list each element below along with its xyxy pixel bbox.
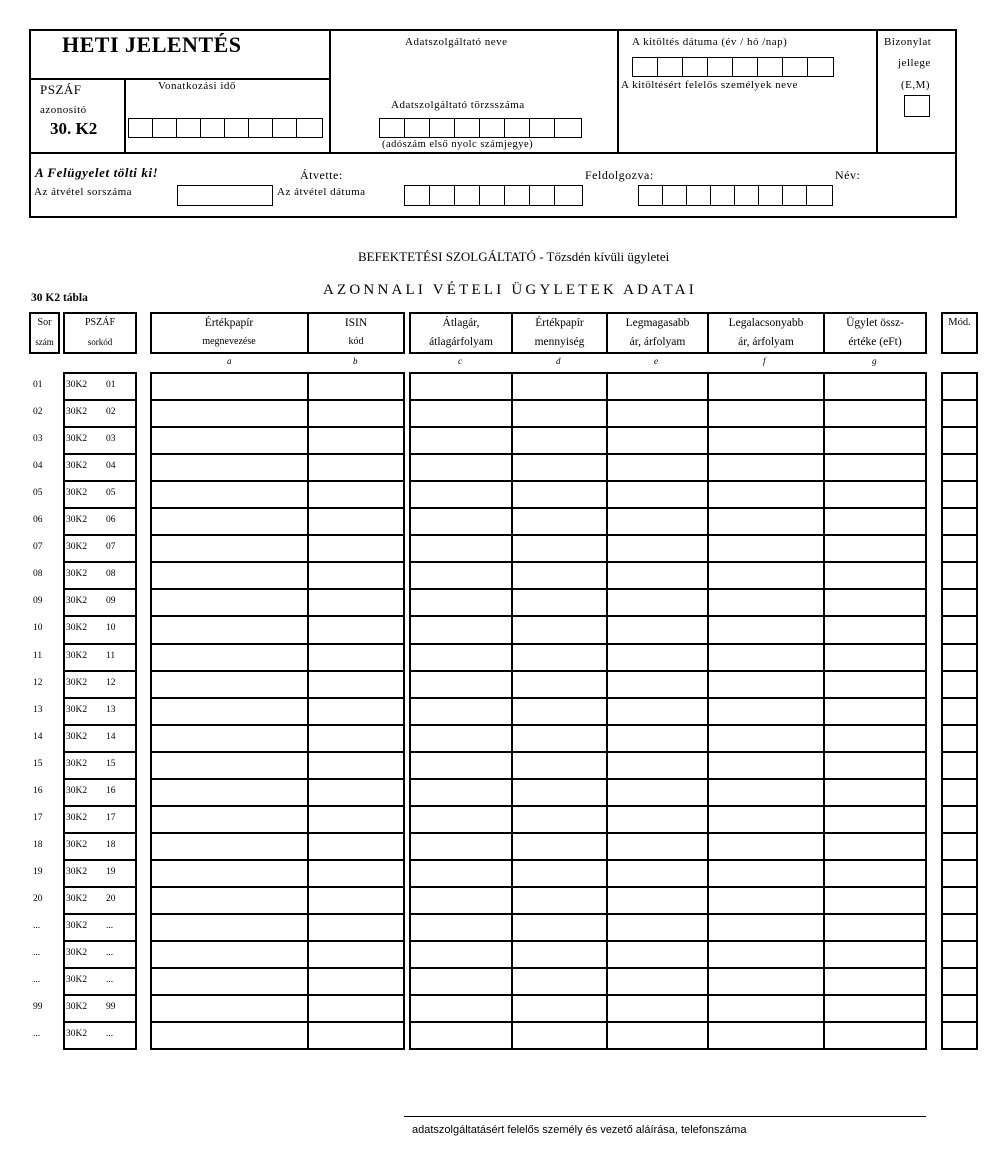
table-label: 30 K2 tábla [31, 292, 88, 304]
row-number: ... [33, 1029, 41, 1039]
supervision-title: A Felügyelet tölti ki! [35, 165, 159, 180]
row-code: 30K2 [66, 515, 88, 525]
row-divider [409, 778, 927, 780]
row-divider [941, 994, 978, 996]
row-divider [409, 1021, 927, 1023]
header-b-line1: ISIN [344, 317, 368, 329]
row-divider [63, 615, 137, 617]
row-subcode: ... [106, 1029, 114, 1039]
row-divider [150, 453, 405, 455]
provider-reg-field[interactable] [379, 118, 582, 138]
divider [617, 29, 619, 153]
row-subcode: 99 [106, 1002, 116, 1012]
row-divider [63, 859, 137, 861]
row-divider [63, 832, 137, 834]
column-letter: c [458, 356, 462, 366]
row-code: 30K2 [66, 1029, 88, 1039]
header-b-line2: kód [348, 336, 364, 347]
row-divider [150, 886, 405, 888]
row-divider [409, 561, 927, 563]
row-number: 06 [33, 515, 43, 525]
row-subcode: 13 [106, 705, 116, 715]
row-code: 30K2 [66, 921, 88, 931]
row-subcode: 08 [106, 569, 116, 579]
row-divider [409, 805, 927, 807]
row-divider [409, 913, 927, 915]
row-divider [150, 534, 405, 536]
received-label: Átvette: [300, 168, 343, 182]
row-number: 11 [33, 651, 43, 661]
row-code: 30K2 [66, 948, 88, 958]
row-code: 30K2 [66, 867, 88, 877]
row-subcode: 18 [106, 840, 116, 850]
row-divider [150, 751, 405, 753]
row-divider [409, 399, 927, 401]
row-divider [409, 615, 927, 617]
responsible-label: A kitöltésért felelős személyek neve [621, 79, 798, 91]
row-code: 30K2 [66, 407, 88, 417]
row-divider [150, 670, 405, 672]
header-g-line1: Ügylet össz- [846, 317, 904, 329]
section-subtitle: BEFEKTETÉSI SZOLGÁLTATÓ - Tőzsdén kívüli ügyletei [358, 249, 670, 264]
row-number: 04 [33, 461, 43, 471]
provider-reg-label: Adatszolgáltató törzsszáma [391, 99, 525, 111]
doc-type-label-2: jellege [898, 57, 931, 69]
column-letter: d [556, 356, 561, 366]
header-c-line2: átlagárfolyam [429, 336, 493, 348]
header-pszaf-line1: PSZÁF [84, 317, 115, 328]
row-code: 30K2 [66, 759, 88, 769]
row-divider [409, 724, 927, 726]
row-divider [150, 913, 405, 915]
row-divider [941, 426, 978, 428]
header-sor-line1: Sor [37, 317, 52, 328]
row-divider [941, 886, 978, 888]
row-number: ... [33, 948, 41, 958]
row-divider [941, 913, 978, 915]
divider [124, 78, 126, 153]
row-divider [409, 967, 927, 969]
row-divider [941, 967, 978, 969]
row-code: 30K2 [66, 840, 88, 850]
row-divider [150, 832, 405, 834]
row-code: 30K2 [66, 813, 88, 823]
serial-field[interactable] [177, 185, 273, 206]
row-subcode: 19 [106, 867, 116, 877]
vonatkozasi-ido-label: Vonatkozási idő [158, 80, 236, 92]
row-divider [941, 805, 978, 807]
row-subcode: 15 [106, 759, 116, 769]
row-number: 16 [33, 786, 43, 796]
row-divider [409, 994, 927, 996]
row-divider [409, 480, 927, 482]
row-number: 15 [33, 759, 43, 769]
row-code: 30K2 [66, 1002, 88, 1012]
row-divider [63, 534, 137, 536]
row-number: 05 [33, 488, 43, 498]
column-letter: e [654, 356, 658, 366]
provider-name-label: Adatszolgáltató neve [405, 36, 508, 48]
header-e-line1: Legmagasabb [625, 317, 690, 329]
row-code: 30K2 [66, 732, 88, 742]
row-divider [63, 399, 137, 401]
row-divider [63, 561, 137, 563]
row-subcode: 11 [106, 651, 116, 661]
row-divider [409, 940, 927, 942]
column-letter: b [353, 356, 358, 366]
row-subcode: 10 [106, 623, 116, 633]
row-subcode: 20 [106, 894, 116, 904]
row-divider [63, 778, 137, 780]
divider [329, 29, 331, 153]
row-code: 30K2 [66, 623, 88, 633]
row-divider [63, 940, 137, 942]
doc-type-label-3: (E,M) [901, 79, 931, 91]
data-columns-cg [409, 372, 927, 1050]
row-divider [63, 805, 137, 807]
azonosito-label: azonosító [40, 104, 87, 116]
row-divider [941, 724, 978, 726]
row-divider [941, 561, 978, 563]
row-divider [941, 453, 978, 455]
data-columns-ab [150, 372, 405, 1050]
row-divider [941, 615, 978, 617]
row-divider [150, 561, 405, 563]
row-divider [150, 724, 405, 726]
row-subcode: ... [106, 948, 114, 958]
form-code: 30. K2 [50, 119, 98, 138]
row-subcode: 01 [106, 380, 116, 390]
row-divider [409, 751, 927, 753]
row-divider [150, 778, 405, 780]
row-divider [150, 859, 405, 861]
row-code: 30K2 [66, 786, 88, 796]
row-divider [150, 507, 405, 509]
column-divider [606, 372, 608, 1050]
receipt-date-field[interactable] [404, 185, 583, 206]
column-divider [511, 372, 513, 1050]
header-mod-label: Mód. [948, 317, 971, 328]
doc-type-label-1: Bizonylat [884, 36, 932, 48]
row-divider [409, 588, 927, 590]
row-divider [63, 967, 137, 969]
row-divider [941, 778, 978, 780]
row-number: 08 [33, 569, 43, 579]
header-d-line2: mennyiség [534, 336, 585, 348]
row-divider [409, 886, 927, 888]
row-divider [941, 399, 978, 401]
row-divider [941, 697, 978, 699]
row-divider [941, 588, 978, 590]
row-subcode: 06 [106, 515, 116, 525]
row-divider [150, 643, 405, 645]
header-g-line2: értéke (eFt) [848, 336, 902, 348]
row-divider [409, 507, 927, 509]
row-code: 30K2 [66, 705, 88, 715]
row-divider [150, 1021, 405, 1023]
divider [29, 152, 957, 154]
row-divider [409, 453, 927, 455]
header-f-line2: ár, árfolyam [738, 336, 794, 348]
row-divider [63, 913, 137, 915]
row-divider [409, 832, 927, 834]
header-a-line1: Értékpapír [204, 317, 254, 329]
row-divider [941, 751, 978, 753]
name-label: Név: [835, 168, 861, 182]
column-divider [707, 372, 709, 1050]
divider [876, 29, 878, 153]
row-subcode: 07 [106, 542, 116, 552]
column-letter: a [227, 356, 232, 366]
header-sor-line2: szám [35, 337, 54, 347]
header-pszaf-line2: sorkód [87, 337, 113, 347]
row-number: ... [33, 975, 41, 985]
row-divider [941, 859, 978, 861]
row-divider [409, 534, 927, 536]
row-divider [63, 507, 137, 509]
row-number: 20 [33, 894, 43, 904]
row-divider [941, 643, 978, 645]
row-subcode: 04 [106, 461, 116, 471]
row-number: 18 [33, 840, 43, 850]
header-d-line1: Értékpapír [535, 317, 584, 329]
row-divider [150, 967, 405, 969]
row-number: 12 [33, 678, 43, 688]
row-code: 30K2 [66, 678, 88, 688]
mod-column [941, 372, 978, 1050]
row-divider [409, 859, 927, 861]
row-subcode: 17 [106, 813, 116, 823]
row-code: 30K2 [66, 651, 88, 661]
row-divider [150, 426, 405, 428]
row-divider [150, 615, 405, 617]
processed-label: Feldolgozva: [585, 168, 654, 182]
fill-date-label: A kitöltés dátuma (év / hó /nap) [632, 36, 788, 48]
row-divider [150, 697, 405, 699]
column-divider [823, 372, 825, 1050]
row-divider [941, 534, 978, 536]
signature-label: adatszolgáltatásért felelős személy és vezető aláírása, telefonszáma [412, 1124, 747, 1136]
row-divider [63, 724, 137, 726]
row-code: 30K2 [66, 569, 88, 579]
row-number: 19 [33, 867, 43, 877]
row-subcode: ... [106, 921, 114, 931]
row-subcode: 03 [106, 434, 116, 444]
header-f-line1: Legalacsonyabb [728, 317, 804, 329]
row-subcode: 02 [106, 407, 116, 417]
row-divider [409, 670, 927, 672]
row-divider [150, 588, 405, 590]
row-subcode: 09 [106, 596, 116, 606]
row-subcode: 16 [106, 786, 116, 796]
row-subcode: 05 [106, 488, 116, 498]
row-number: 03 [33, 434, 43, 444]
row-divider [63, 994, 137, 996]
row-divider [150, 480, 405, 482]
row-code: 30K2 [66, 542, 88, 552]
row-code: 30K2 [66, 380, 88, 390]
row-divider [63, 670, 137, 672]
header-a-line2: megnevezése [202, 336, 256, 347]
row-divider [63, 751, 137, 753]
row-number: 10 [33, 623, 43, 633]
row-divider [150, 399, 405, 401]
signature-line [404, 1116, 926, 1117]
row-subcode: ... [106, 975, 114, 985]
row-divider [63, 1021, 137, 1023]
header-c-line1: Átlagár, [442, 317, 480, 329]
row-subcode: 12 [106, 678, 116, 688]
row-divider [63, 426, 137, 428]
row-divider [941, 1021, 978, 1023]
row-divider [63, 643, 137, 645]
row-divider [409, 426, 927, 428]
row-divider [63, 886, 137, 888]
row-divider [63, 588, 137, 590]
serial-label: Az átvétel sorszáma [34, 186, 133, 198]
row-divider [150, 940, 405, 942]
report-title: HETI JELENTÉS [62, 32, 242, 57]
doc-type-field[interactable] [904, 95, 930, 117]
header-e-line2: ár, árfolyam [629, 336, 686, 348]
row-code: 30K2 [66, 596, 88, 606]
row-divider [63, 697, 137, 699]
row-number: 01 [33, 380, 43, 390]
row-divider [941, 832, 978, 834]
row-code: 30K2 [66, 434, 88, 444]
row-code: 30K2 [66, 488, 88, 498]
row-divider [150, 805, 405, 807]
row-code: 30K2 [66, 975, 88, 985]
row-number: 13 [33, 705, 43, 715]
row-divider [409, 643, 927, 645]
row-divider [409, 697, 927, 699]
row-number: 02 [33, 407, 43, 417]
row-number: 09 [33, 596, 43, 606]
row-number: ... [33, 921, 41, 931]
row-code: 30K2 [66, 461, 88, 471]
row-divider [941, 670, 978, 672]
row-divider [941, 480, 978, 482]
row-number: 14 [33, 732, 43, 742]
row-number: 07 [33, 542, 43, 552]
date-label: Az átvétel dátuma [277, 186, 366, 198]
row-divider [63, 453, 137, 455]
vonatkozasi-ido-field[interactable] [128, 118, 323, 138]
column-letter: f [763, 356, 766, 366]
row-code: 30K2 [66, 894, 88, 904]
row-divider [941, 940, 978, 942]
fill-date-field[interactable] [632, 57, 834, 77]
row-divider [63, 480, 137, 482]
column-letter: g [872, 356, 877, 366]
processed-date-field[interactable] [638, 185, 833, 206]
section-title: AZONNALI VÉTELI ÜGYLETEK ADATAI [323, 282, 697, 298]
provider-reg-note: (adószám első nyolc számjegye) [382, 139, 534, 150]
row-number: 17 [33, 813, 43, 823]
row-subcode: 14 [106, 732, 116, 742]
row-divider [150, 994, 405, 996]
row-divider [941, 507, 978, 509]
row-number: 99 [33, 1002, 43, 1012]
pszaf-label: PSZÁF [40, 82, 82, 97]
column-divider [307, 372, 309, 1050]
